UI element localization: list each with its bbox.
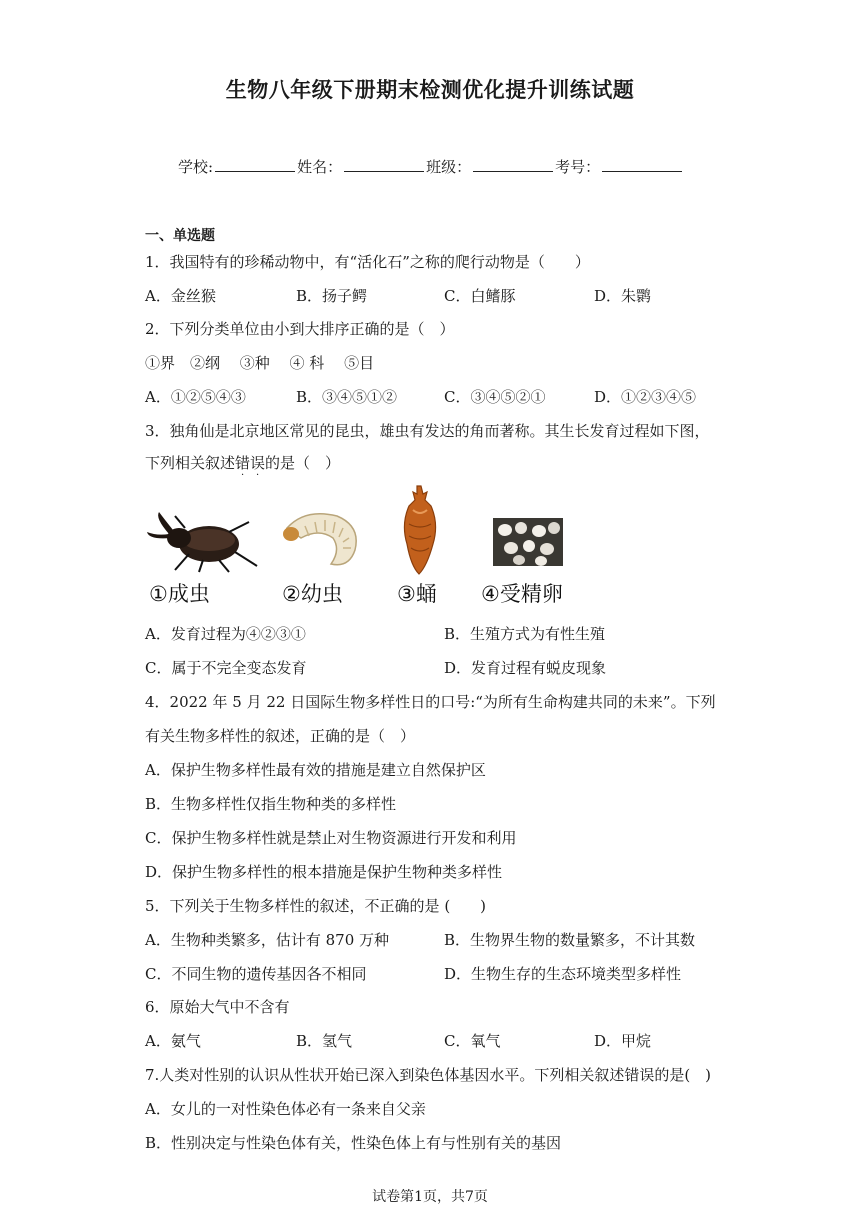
pupa-image	[395, 484, 445, 576]
q6-option-b: B．氢气	[296, 1032, 353, 1050]
q5-option-d: D．生物生存的生态环境类型多样性	[444, 965, 682, 983]
caption-egg: ④受精卵	[481, 582, 563, 606]
name-blank	[344, 157, 424, 172]
caption-larva: ②幼虫	[282, 582, 343, 606]
q7-stem: 7.人类对性别的认识从性状开始已深入到染色体基因水平。下列相关叙述错误的是( )	[145, 1066, 712, 1084]
eggs-image	[493, 518, 563, 566]
q3-stem-line1: 3．独角仙是北京地区常见的昆虫，雄虫有发达的角而著称。其生长发育过程如下图，	[145, 422, 710, 440]
student-info-line	[178, 156, 684, 177]
q5-option-b: B．生物界生物的数量繁多，不计其数	[444, 931, 696, 949]
q1-stem: 1．我国特有的珍稀动物中，有“活化石”之称的爬行动物是（ ）	[145, 253, 590, 271]
q7-option-a: A．女儿的一对性染色体必有一条来自父亲	[145, 1100, 426, 1118]
q4-option-b: B．生物多样性仅指生物种类的多样性	[145, 795, 397, 813]
q5-stem: 5．下列关于生物多样性的叙述，不正确的是 ( )	[145, 897, 487, 915]
exam-no-label: 考号：	[555, 158, 601, 176]
q4-stem-line1: 4．2022 年 5 月 22 日国际生物多样性日的口号:“为所有生命构建共同的未来”。下列	[145, 693, 716, 711]
q4-stem-line2: 有关生物多样性的叙述，正确的是（ ）	[145, 727, 416, 745]
q2-option-d: D．①②③④⑤	[594, 388, 697, 406]
q2-option-b: B．③④⑤①②	[296, 388, 398, 406]
q5-option-c: C．不同生物的遗传基因各不相同	[145, 965, 367, 983]
caption-pupa: ③蛹	[397, 582, 437, 606]
q6-option-a: A．氨气	[145, 1032, 201, 1050]
school-blank	[215, 157, 295, 172]
larva-image	[275, 506, 365, 572]
beetle-life-cycle-figure	[145, 484, 585, 614]
q3-stem-line2: 下列相关叙述错误的是（ ）	[145, 454, 341, 472]
class-blank	[473, 157, 553, 172]
q3-option-b: B．生殖方式为有性生殖	[444, 625, 606, 643]
exam-title: 生物八年级下册期末检测优化提升训练试题	[225, 77, 635, 102]
school-label: 学校:	[178, 158, 214, 176]
q3-option-c: C．属于不完全变态发育	[145, 659, 307, 677]
q2-stem: 2．下列分类单位由小到大排序正确的是（ ）	[145, 320, 455, 338]
q3-option-d: D．发育过程有蜕皮现象	[444, 659, 607, 677]
beetle-adult-image	[145, 508, 263, 574]
q6-option-d: D．甲烷	[594, 1032, 652, 1050]
section-heading: 一、单选题	[145, 228, 215, 244]
q7-option-b: B．性别决定与性染色体有关，性染色体上有与性别有关的基因	[145, 1134, 562, 1152]
q1-option-d: D．朱鹮	[594, 287, 652, 305]
q2-items: ①界 ②纲 ③种 ④ 科 ⑤目	[145, 354, 375, 372]
q1-option-a: A．金丝猴	[145, 287, 216, 305]
q6-option-c: C．氧气	[444, 1032, 501, 1050]
name-label: 姓名：	[297, 158, 343, 176]
q2-option-a: A．①②⑤④③	[145, 388, 246, 406]
caption-adult: ①成虫	[149, 582, 210, 606]
class-label: 班级：	[426, 158, 472, 176]
page-footer: 试卷第1页，共7页	[372, 1189, 488, 1205]
q4-option-c: C．保护生物多样性就是禁止对生物资源进行开发和利用	[145, 829, 517, 847]
q1-option-c: C．白鳍豚	[444, 287, 516, 305]
q5-option-a: A．生物种类繁多，估计有 870 万种	[145, 931, 390, 949]
q4-option-d: D．保护生物多样性的根本措施是保护生物种类多样性	[145, 863, 503, 881]
q6-stem: 6．原始大气中不含有	[145, 998, 290, 1016]
emphasis-dot: ·	[256, 470, 260, 481]
q1-option-b: B．扬子鳄	[296, 287, 368, 305]
q4-option-a: A．保护生物多样性最有效的措施是建立自然保护区	[145, 761, 486, 779]
q3-option-a: A．发育过程为④②③①	[145, 625, 306, 643]
emphasis-dot: ·	[241, 470, 245, 481]
q2-option-c: C．③④⑤②①	[444, 388, 546, 406]
exam-no-blank	[602, 157, 682, 172]
